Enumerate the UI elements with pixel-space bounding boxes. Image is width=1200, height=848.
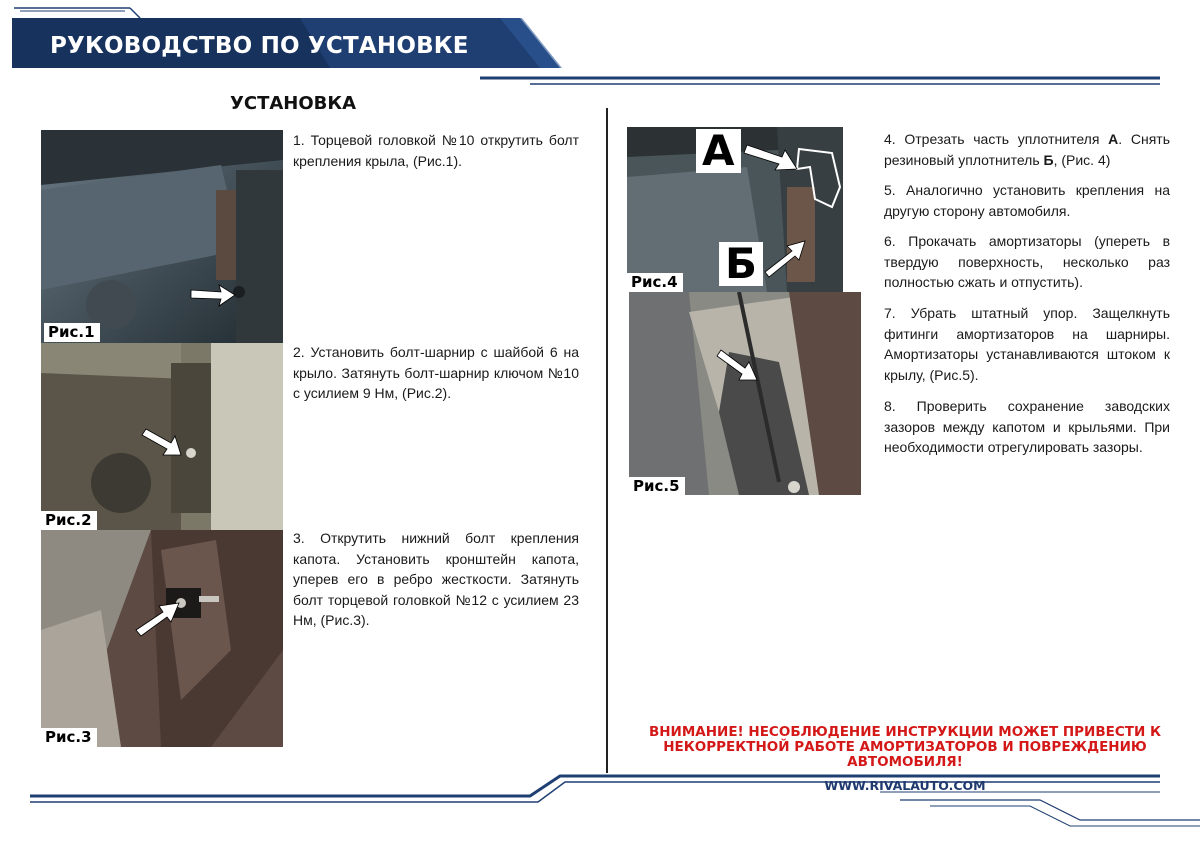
- figure-2-photo: [41, 343, 283, 530]
- step-4-marker-a: А: [1108, 131, 1119, 147]
- step-5: 5. Аналогично установить крепления на другую сторону автомобиля.: [884, 182, 1170, 219]
- marker-b: Б: [719, 242, 763, 286]
- step-4-text-e: , (Рис. 4): [1053, 151, 1111, 168]
- figure-3-label: Рис.3: [41, 728, 97, 747]
- step-3: 3. Открутить нижний болт крепления капота. Установить кронштейн капота, уперев его в ребро жесткости. Затянуть болт торцевой головкой №12 с усилием 23 Нм, (Рис.3).: [293, 530, 579, 628]
- figure-2-label: Рис.2: [41, 511, 97, 530]
- step-4-marker-b: Б: [1043, 151, 1054, 168]
- step-1: 1. Торцевой головкой №10 открутить болт крепления крыла, (Рис.1).: [293, 132, 579, 169]
- step-7: 7. Убрать штатный упор. Защелкнуть фитинги амортизаторов на шарниры. Амортизаторы устанавливаются штоком к крылу, (Рис.5).: [884, 305, 1170, 383]
- section-title: УСТАНОВКА: [230, 93, 357, 114]
- step-4-text-c: . Снять резиновый уплотнитель: [884, 131, 1170, 168]
- marker-a: А: [696, 129, 741, 173]
- website-link[interactable]: WWW.RIVALAUTO.COM: [824, 778, 986, 793]
- footer-band: [0, 770, 1200, 848]
- figure-1-label: Рис.1: [44, 323, 100, 342]
- figure-4-label: Рис.4: [627, 273, 683, 292]
- step-2: 2. Установить болт-шарнир с шайбой 6 на крыло. Затянуть болт-шарнир ключом №10 с усилием 9 Нм, (Рис.2).: [293, 344, 579, 401]
- figure-5-label: Рис.5: [629, 477, 685, 496]
- figure-1-photo: [41, 130, 283, 343]
- figure-5-photo: [629, 292, 861, 495]
- page-header-title: РУКОВОДСТВО ПО УСТАНОВКЕ: [50, 33, 469, 59]
- warning-notice: ВНИМАНИЕ! НЕСОБЛЮДЕНИЕ ИНСТРУКЦИИ МОЖЕТ ПРИВЕСТИ К НЕКОРРЕКТНОЙ РАБОТЕ АМОРТИЗАТОРОВ И ПОВРЕЖДЕНИЮ АВТОМОБИЛЯ!: [648, 724, 1162, 770]
- column-divider: [606, 108, 608, 773]
- step-8: 8. Проверить сохранение заводских зазоров между капотом и крыльями. При необходимости отрегулировать зазоры.: [884, 398, 1170, 455]
- step-6: 6. Прокачать амортизаторы (упереть в твердую поверхность, несколько раз полностью сжать и отпустить).: [884, 233, 1170, 290]
- step-4-text-a: 4. Отрезать часть уплотнителя: [884, 131, 1109, 147]
- figure-3-photo: [41, 530, 283, 747]
- step-4: [884, 129, 1170, 170]
